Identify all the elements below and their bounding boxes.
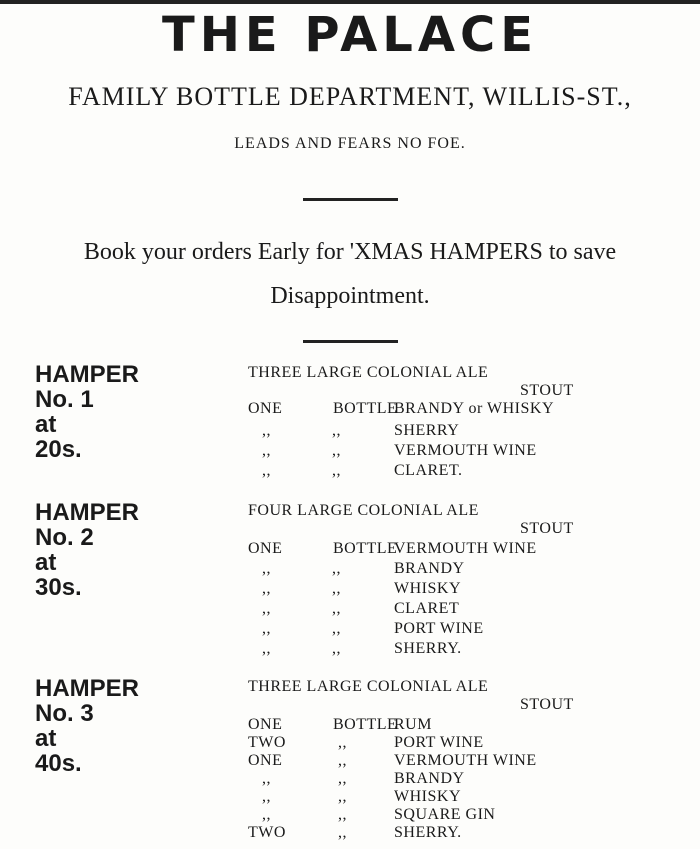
motto: LEADS AND FEARS NO FOE.	[234, 135, 466, 152]
stout-line: STOUT	[520, 382, 574, 399]
ale-line: THREE LARGE COLONIAL ALE	[248, 678, 489, 695]
hamper-price: 40s.	[35, 750, 82, 777]
divider-rule	[303, 340, 398, 343]
hamper-label	[35, 500, 235, 600]
notice	[0, 230, 700, 318]
department-heading: FAMILY BOTTLE DEPARTMENT, WILLIS-ST.,	[68, 82, 632, 111]
hamper-at: at	[35, 725, 57, 752]
hamper-at: at	[35, 549, 57, 576]
top-border-rule	[0, 0, 700, 4]
notice-line-1: Book your orders Early for 'XMAS HAMPERS to save	[83, 239, 617, 265]
hamper-price: 20s.	[35, 436, 82, 463]
hamper-label	[35, 362, 235, 462]
hamper-name: HAMPER	[35, 499, 140, 526]
hamper-price: 30s.	[35, 574, 82, 601]
divider-rule	[303, 198, 398, 201]
notice-line-2: Disappointment.	[270, 283, 430, 309]
ale-line: THREE LARGE COLONIAL ALE	[248, 364, 489, 381]
hamper-number: No. 2	[35, 524, 94, 551]
hamper-name: HAMPER	[35, 675, 140, 702]
page-title: THE PALACE	[161, 7, 539, 63]
hamper-name: HAMPER	[35, 361, 140, 388]
ale-line: FOUR LARGE COLONIAL ALE	[248, 502, 479, 519]
stout-line: STOUT	[520, 520, 574, 537]
hamper-at: at	[35, 411, 57, 438]
hamper-label	[35, 676, 235, 776]
hamper-number: No. 1	[35, 386, 94, 413]
stout-line: STOUT	[520, 696, 574, 713]
hamper-number: No. 3	[35, 700, 94, 727]
